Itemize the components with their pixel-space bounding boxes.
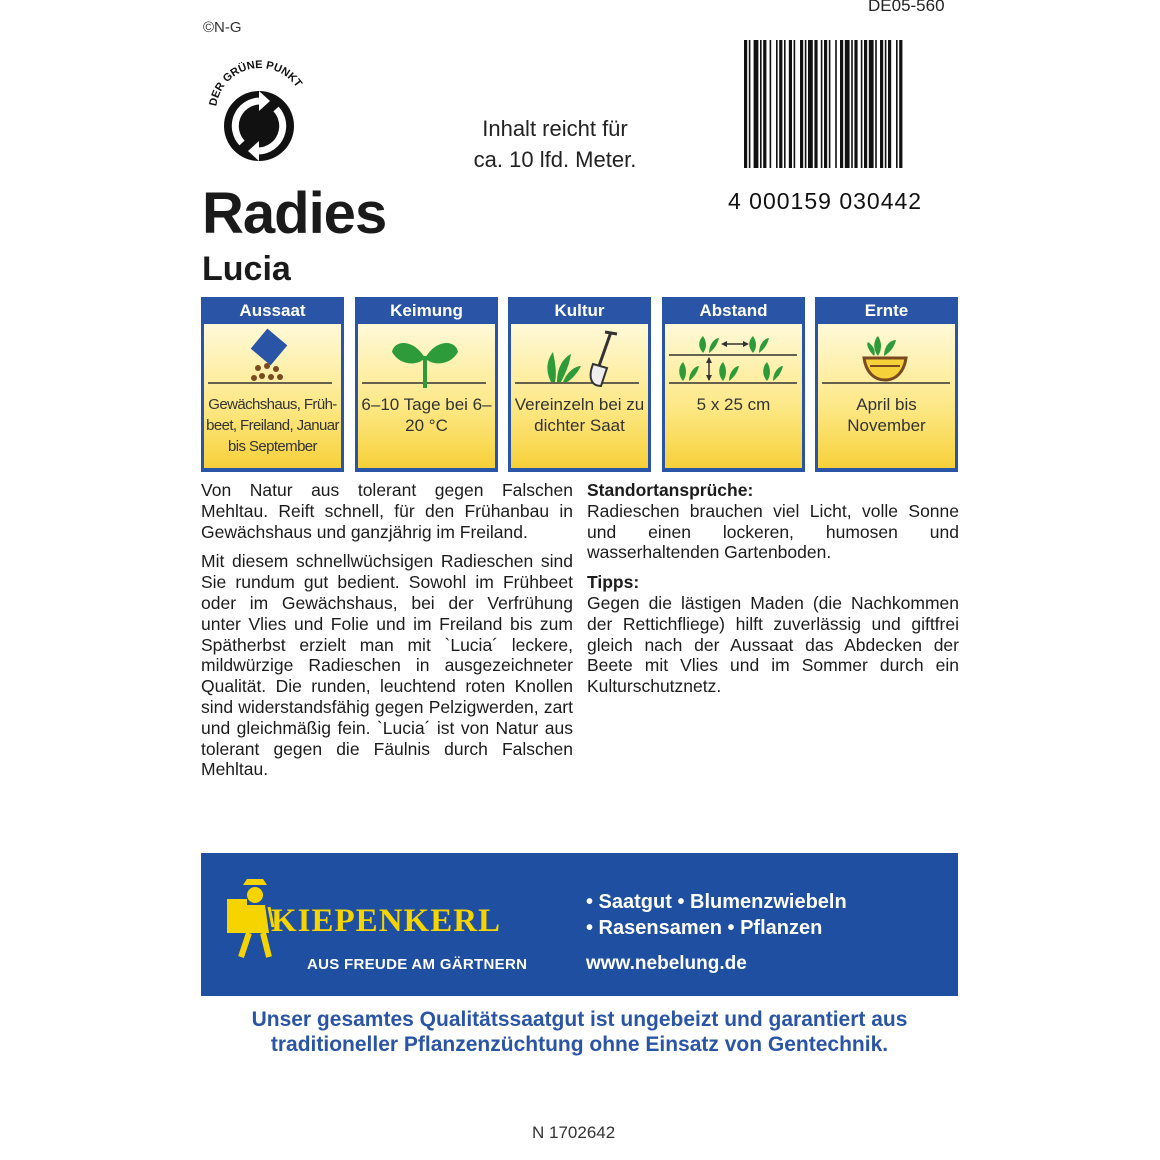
tips-text: Gegen die lästigen Maden (die Nachkommen der Rettichfliege) hilft zuverlässig und giftfrei gleich nach der Aussaat das Abdecken der Beete mit Vlies und im Sommer durch ein Kulturschutznetz.: [587, 592, 959, 697]
panel-keimung: [355, 297, 498, 472]
barcode-bar: [840, 40, 843, 168]
barcode-bar: [875, 40, 877, 168]
product-range: [586, 889, 847, 941]
panel-aussaat: [201, 297, 344, 472]
barcode-bar: [854, 40, 857, 168]
brand-name: KIEPENKERL: [271, 903, 502, 939]
website-link[interactable]: www.nebelung.de: [586, 953, 747, 974]
barcode-bar: [896, 40, 898, 168]
barcode-bar: [779, 40, 782, 168]
content-note: [440, 113, 670, 175]
barcode-bar: [880, 40, 883, 168]
barcode-bar: [744, 40, 747, 168]
copyright-note: ©N-G: [203, 19, 242, 36]
tips-heading: Tipps:: [587, 572, 640, 593]
panel-kultur: [508, 297, 651, 472]
barcode-bar: [760, 40, 762, 168]
content-note-line1: Inhalt reicht für: [482, 116, 628, 141]
panel-title: Abstand: [699, 301, 768, 320]
barcode-bar: [800, 40, 803, 168]
barcode-bar: [899, 40, 902, 168]
svg-text:DER GRÜNE PUNKT: DER GRÜNE PUNKT: [207, 60, 305, 108]
guarantee-statement: Unser gesamtes Qualitätssaatgut ist ungebeizt und garantiert aus traditioneller Pflanzenzüchtung ohne Einsatz von Gentechnik.: [251, 1008, 908, 1056]
barcode: [728, 40, 956, 214]
barcode-bar: [808, 40, 813, 168]
barcode-bar: [835, 40, 837, 168]
panel-title: Ernte: [864, 301, 909, 320]
barcode-bar: [770, 40, 772, 168]
spade-icon: [511, 326, 648, 390]
description-column: [201, 480, 573, 789]
barcode-bar: [864, 40, 867, 168]
gruene-punkt-logo: [200, 60, 315, 170]
panel-ernte: [815, 297, 958, 472]
barcode-number: 4 000159 030442: [728, 188, 923, 214]
barcode-bar: [821, 40, 823, 168]
description-paragraph-2: Mit diesem schnellwüchsigen Radieschen sind Sie rundum gut bedient. Sowohl im Frühbeet oder im Gewächshaus, bei der Verfrühung unter Vlies und Folie und im Freiland bis zum Spätherbst erzielt man mit `Lucia´ leckere, mildwürzige Radieschen in ausgezeichneter Qualität. Die runden, leuchtend roten Knollen sind widerstandsfähig gegen Pelzigwerden, zart und gleichmäßig fein. `Lucia´ ist von Natur aus tolerant gegen die Fäulnis durch Falschen Mehltau.: [201, 551, 573, 780]
panel-abstand: [662, 297, 805, 472]
description-paragraph-1: Von Natur aus tolerant gegen Falschen Mehltau. Reift schnell, für den Frühanbau in Gewächshaus und ganzjährig im Freiland.: [201, 480, 573, 542]
article-number: N 1702642: [532, 1123, 616, 1142]
barcode-bar: [794, 40, 796, 168]
kiepenkerl-mascot-icon: [225, 877, 275, 961]
barcode-bar: [885, 40, 887, 168]
barcode-bar: [789, 40, 792, 168]
barcode-bar: [749, 40, 751, 168]
location-heading: Standortansprüche:: [587, 480, 754, 500]
panel-text: Vereinzeln bei zu dichter Saat: [514, 395, 645, 435]
barcode-bar: [763, 40, 766, 168]
panel-text: April bis November: [847, 395, 926, 435]
panel-text: 5 x 25 cm: [696, 395, 771, 414]
recycle-icon: [200, 60, 315, 170]
barcode-bars: [744, 40, 956, 168]
panel-title: Keimung: [390, 301, 463, 320]
harvest-bowl-icon: [818, 326, 955, 390]
product-variety: Lucia: [202, 250, 291, 288]
info-column: [587, 480, 959, 706]
barcode-bar: [869, 40, 874, 168]
barcode-bar: [861, 40, 863, 168]
spacing-icon: [665, 326, 802, 390]
brand-banner: [201, 853, 958, 996]
seedling-icon: [358, 326, 495, 390]
barcode-bar: [824, 40, 827, 168]
barcode-bar: [814, 40, 817, 168]
product-range-line2: • Rasensamen • Pflanzen: [586, 917, 823, 939]
product-range-line1: • Saatgut • Blumenzwiebeln: [586, 891, 847, 913]
barcode-bar: [851, 40, 853, 168]
panel-text: Gewächshaus, Früh-beet, Freiland, Januar bis September: [206, 396, 339, 455]
location-text: Radieschen brauchen viel Licht, volle Sonne und einen lockeren, humosen und wasserhaltenden Gartenboden.: [587, 500, 959, 563]
barcode-bar: [888, 40, 891, 168]
panel-text: 6–10 Tage bei 6–20 °C: [361, 395, 492, 435]
brand-tagline: AUS FREUDE AM GÄRTNERN: [307, 956, 528, 973]
product-code: DE05-560: [868, 0, 945, 15]
barcode-bar: [754, 40, 759, 168]
barcode-bar: [784, 40, 786, 168]
barcode-bar: [805, 40, 807, 168]
panel-title: Aussaat: [239, 301, 306, 320]
barcode-bar: [829, 40, 831, 168]
barcode-bar: [845, 40, 850, 168]
content-note-line2: ca. 10 lfd. Meter.: [473, 147, 637, 172]
barcode-bar: [776, 40, 778, 168]
seed-packet-icon: [204, 326, 341, 390]
panel-title: Kultur: [554, 301, 605, 320]
product-name: Radies: [202, 181, 387, 246]
